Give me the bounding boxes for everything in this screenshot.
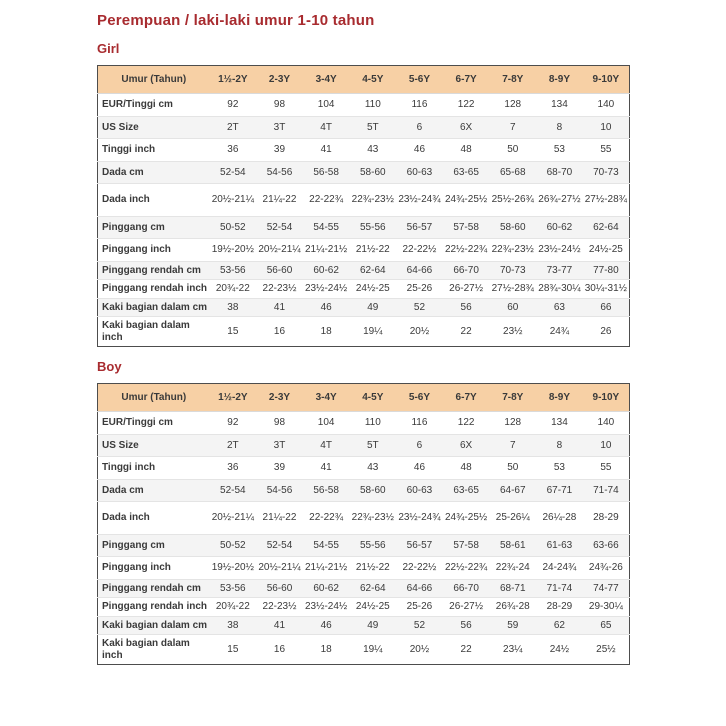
size-cell: 48 xyxy=(443,139,490,162)
size-cell: 116 xyxy=(396,94,443,117)
size-cell: 6 xyxy=(396,116,443,139)
size-cell: 26¾-27½ xyxy=(536,184,583,217)
row-label: Tinggi inch xyxy=(98,457,210,480)
size-cell: 38 xyxy=(210,616,257,635)
row-label: Pinggang inch xyxy=(98,557,210,580)
size-cell: 19½-20½ xyxy=(210,239,257,262)
size-cell: 20½-21¼ xyxy=(210,184,257,217)
row-label: Pinggang inch xyxy=(98,239,210,262)
size-guide-content xyxy=(97,0,630,665)
row-label: Pinggang cm xyxy=(98,534,210,557)
size-cell: 27½-28¾ xyxy=(489,280,536,299)
column-header: 9-10Y xyxy=(583,66,630,94)
size-cell: 56-57 xyxy=(396,216,443,239)
column-header: 2-3Y xyxy=(256,66,303,94)
size-cell: 23½-24½ xyxy=(303,598,350,617)
size-cell: 63-65 xyxy=(443,161,490,184)
size-cell: 21½-22 xyxy=(349,557,396,580)
table-row xyxy=(98,457,630,480)
size-cell: 110 xyxy=(349,94,396,117)
size-cell: 24½ xyxy=(536,635,583,665)
row-label: Kaki bagian dalam cm xyxy=(98,616,210,635)
size-cell: 61-63 xyxy=(536,534,583,557)
size-cell: 24¾-26 xyxy=(583,557,630,580)
size-cell: 54-56 xyxy=(256,161,303,184)
size-cell: 134 xyxy=(536,412,583,435)
size-cell: 56-60 xyxy=(256,579,303,598)
size-cell: 104 xyxy=(303,412,350,435)
row-label: EUR/Tinggi cm xyxy=(98,94,210,117)
size-cell: 24¾ xyxy=(536,317,583,347)
size-cell: 59 xyxy=(489,616,536,635)
size-cell: 26¼-28 xyxy=(536,502,583,535)
size-cell: 4T xyxy=(303,434,350,457)
column-header: 3-4Y xyxy=(303,384,350,412)
size-cell: 68-70 xyxy=(536,161,583,184)
section-label-girl: Girl xyxy=(97,41,120,56)
size-cell: 19¼ xyxy=(349,635,396,665)
size-cell: 22-23½ xyxy=(256,280,303,299)
size-cell: 20¾-22 xyxy=(210,280,257,299)
size-cell: 50-52 xyxy=(210,216,257,239)
size-cell: 22¾-24 xyxy=(489,557,536,580)
age-column-header: Umur (Tahun) xyxy=(98,66,210,94)
size-cell: 20¾-22 xyxy=(210,598,257,617)
row-label: Dada inch xyxy=(98,184,210,217)
size-cell: 66-70 xyxy=(443,261,490,280)
size-cell: 62 xyxy=(536,616,583,635)
size-cell: 53 xyxy=(536,139,583,162)
size-cell: 21¼-21½ xyxy=(303,557,350,580)
size-cell: 20½ xyxy=(396,635,443,665)
table-row xyxy=(98,161,630,184)
size-cell: 49 xyxy=(349,298,396,317)
size-cell: 7 xyxy=(489,116,536,139)
size-cell: 54-56 xyxy=(256,479,303,502)
row-label: Pinggang rendah inch xyxy=(98,598,210,617)
size-cell: 23½ xyxy=(489,317,536,347)
size-cell: 60-62 xyxy=(303,579,350,598)
size-cell: 65 xyxy=(583,616,630,635)
size-cell: 25½-26¾ xyxy=(489,184,536,217)
size-cell: 57-58 xyxy=(443,534,490,557)
section-label-boy: Boy xyxy=(97,359,122,374)
table-header-row xyxy=(98,66,630,94)
size-cell: 27½-28¾ xyxy=(583,184,630,217)
size-cell: 68-71 xyxy=(489,579,536,598)
table-row xyxy=(98,534,630,557)
size-cell: 77-80 xyxy=(583,261,630,280)
table-row xyxy=(98,557,630,580)
size-cell: 8 xyxy=(536,434,583,457)
size-cell: 67-71 xyxy=(536,479,583,502)
size-cell: 20½ xyxy=(396,317,443,347)
size-cell: 50 xyxy=(489,139,536,162)
size-cell: 26 xyxy=(583,317,630,347)
column-header: 4-5Y xyxy=(349,384,396,412)
page-title: Perempuan / laki-laki umur 1-10 tahun xyxy=(97,12,375,29)
size-cell: 52-54 xyxy=(210,161,257,184)
size-cell: 57-58 xyxy=(443,216,490,239)
column-header: 8-9Y xyxy=(536,66,583,94)
size-cell: 52 xyxy=(396,298,443,317)
size-cell: 56-58 xyxy=(303,479,350,502)
size-cell: 55 xyxy=(583,457,630,480)
table-row xyxy=(98,635,630,665)
size-cell: 5T xyxy=(349,116,396,139)
size-cell: 53 xyxy=(536,457,583,480)
size-cell: 10 xyxy=(583,434,630,457)
size-cell: 65-68 xyxy=(489,161,536,184)
row-label: Pinggang rendah cm xyxy=(98,261,210,280)
size-cell: 110 xyxy=(349,412,396,435)
size-cell: 23½-24½ xyxy=(536,239,583,262)
size-cell: 41 xyxy=(303,139,350,162)
column-header: 9-10Y xyxy=(583,384,630,412)
row-label: Kaki bagian dalam inch xyxy=(98,317,210,347)
size-cell: 60-63 xyxy=(396,479,443,502)
table-row xyxy=(98,216,630,239)
column-header: 5-6Y xyxy=(396,66,443,94)
size-cell: 52-54 xyxy=(256,534,303,557)
size-cell: 63-65 xyxy=(443,479,490,502)
size-cell: 70-73 xyxy=(489,261,536,280)
size-cell: 26-27½ xyxy=(443,598,490,617)
girl-size-table xyxy=(97,65,630,347)
size-cell: 74-77 xyxy=(583,579,630,598)
row-label: Kaki bagian dalam cm xyxy=(98,298,210,317)
size-cell: 128 xyxy=(489,412,536,435)
size-cell: 6 xyxy=(396,434,443,457)
size-cell: 23¼ xyxy=(489,635,536,665)
row-label: Tinggi inch xyxy=(98,139,210,162)
size-cell: 25-26¼ xyxy=(489,502,536,535)
size-cell: 49 xyxy=(349,616,396,635)
size-cell: 21¼-22 xyxy=(256,502,303,535)
size-cell: 16 xyxy=(256,317,303,347)
size-cell: 63 xyxy=(536,298,583,317)
column-header: 2-3Y xyxy=(256,384,303,412)
size-cell: 52-54 xyxy=(256,216,303,239)
column-header: 1½-2Y xyxy=(210,384,257,412)
size-cell: 66-70 xyxy=(443,579,490,598)
size-cell: 21¼-22 xyxy=(256,184,303,217)
table-header-row xyxy=(98,384,630,412)
column-header: 1½-2Y xyxy=(210,66,257,94)
size-cell: 56-58 xyxy=(303,161,350,184)
size-cell: 54-55 xyxy=(303,216,350,239)
size-cell: 22-23½ xyxy=(256,598,303,617)
row-label: Kaki bagian dalam inch xyxy=(98,635,210,665)
column-header: 7-8Y xyxy=(489,384,536,412)
size-cell: 41 xyxy=(256,298,303,317)
size-cell: 38 xyxy=(210,298,257,317)
size-cell: 60-62 xyxy=(536,216,583,239)
column-header: 7-8Y xyxy=(489,66,536,94)
size-cell: 25-26 xyxy=(396,598,443,617)
column-header: 6-7Y xyxy=(443,66,490,94)
size-cell: 20½-21¼ xyxy=(210,502,257,535)
size-cell: 55-56 xyxy=(349,216,396,239)
size-cell: 19¼ xyxy=(349,317,396,347)
column-header: 4-5Y xyxy=(349,66,396,94)
size-cell: 64-66 xyxy=(396,261,443,280)
size-cell: 56 xyxy=(443,298,490,317)
size-cell: 10 xyxy=(583,116,630,139)
size-cell: 54-55 xyxy=(303,534,350,557)
size-cell: 24¾-25½ xyxy=(443,184,490,217)
size-cell: 63-66 xyxy=(583,534,630,557)
age-column-header: Umur (Tahun) xyxy=(98,384,210,412)
size-cell: 23½-24¾ xyxy=(396,184,443,217)
size-cell: 41 xyxy=(256,616,303,635)
table-row xyxy=(98,298,630,317)
size-cell: 128 xyxy=(489,94,536,117)
size-cell: 98 xyxy=(256,94,303,117)
table-row xyxy=(98,116,630,139)
size-cell: 104 xyxy=(303,94,350,117)
size-cell: 26¾-28 xyxy=(489,598,536,617)
table-row xyxy=(98,616,630,635)
size-cell: 24½-25 xyxy=(583,239,630,262)
size-cell: 98 xyxy=(256,412,303,435)
size-cell: 22¾-23½ xyxy=(489,239,536,262)
size-cell: 5T xyxy=(349,434,396,457)
size-cell: 15 xyxy=(210,635,257,665)
size-cell: 30¼-31½ xyxy=(583,280,630,299)
size-cell: 23½-24½ xyxy=(303,280,350,299)
table-row xyxy=(98,184,630,217)
size-cell: 71-74 xyxy=(583,479,630,502)
table-row xyxy=(98,479,630,502)
table-row xyxy=(98,94,630,117)
size-cell: 24¾-25½ xyxy=(443,502,490,535)
size-cell: 18 xyxy=(303,635,350,665)
size-cell: 60-62 xyxy=(303,261,350,280)
size-cell: 25-26 xyxy=(396,280,443,299)
row-label: Dada inch xyxy=(98,502,210,535)
size-cell: 92 xyxy=(210,412,257,435)
column-header: 3-4Y xyxy=(303,66,350,94)
size-cell: 22¾-23½ xyxy=(349,502,396,535)
size-cell: 122 xyxy=(443,94,490,117)
row-label: EUR/Tinggi cm xyxy=(98,412,210,435)
size-cell: 28-29 xyxy=(583,502,630,535)
size-cell: 29-30¼ xyxy=(583,598,630,617)
table-row xyxy=(98,280,630,299)
size-cell: 22-22½ xyxy=(396,239,443,262)
size-cell: 22½-22¾ xyxy=(443,239,490,262)
table-row xyxy=(98,261,630,280)
size-cell: 62-64 xyxy=(583,216,630,239)
table-row xyxy=(98,502,630,535)
size-cell: 22 xyxy=(443,317,490,347)
size-cell: 53-56 xyxy=(210,261,257,280)
row-label: Dada cm xyxy=(98,161,210,184)
size-cell: 58-60 xyxy=(349,161,396,184)
size-cell: 21½-22 xyxy=(349,239,396,262)
size-cell: 8 xyxy=(536,116,583,139)
size-cell: 19½-20½ xyxy=(210,557,257,580)
row-label: Pinggang cm xyxy=(98,216,210,239)
size-cell: 26-27½ xyxy=(443,280,490,299)
row-label: Pinggang rendah inch xyxy=(98,280,210,299)
column-header: 8-9Y xyxy=(536,384,583,412)
size-cell: 22½-22¾ xyxy=(443,557,490,580)
table-row xyxy=(98,434,630,457)
size-cell: 24-24¾ xyxy=(536,557,583,580)
row-label: Dada cm xyxy=(98,479,210,502)
size-cell: 23½-24¾ xyxy=(396,502,443,535)
size-cell: 73-77 xyxy=(536,261,583,280)
size-cell: 60-63 xyxy=(396,161,443,184)
size-cell: 46 xyxy=(303,616,350,635)
size-cell: 66 xyxy=(583,298,630,317)
size-cell: 58-60 xyxy=(349,479,396,502)
size-cell: 92 xyxy=(210,94,257,117)
size-cell: 4T xyxy=(303,116,350,139)
size-cell: 28-29 xyxy=(536,598,583,617)
row-label: US Size xyxy=(98,434,210,457)
size-cell: 116 xyxy=(396,412,443,435)
size-cell: 20½-21¼ xyxy=(256,557,303,580)
size-cell: 16 xyxy=(256,635,303,665)
table-row xyxy=(98,139,630,162)
size-cell: 41 xyxy=(303,457,350,480)
size-cell: 46 xyxy=(396,139,443,162)
size-cell: 46 xyxy=(396,457,443,480)
size-cell: 43 xyxy=(349,139,396,162)
size-cell: 39 xyxy=(256,139,303,162)
size-cell: 56-57 xyxy=(396,534,443,557)
size-cell: 15 xyxy=(210,317,257,347)
size-cell: 58-61 xyxy=(489,534,536,557)
size-cell: 58-60 xyxy=(489,216,536,239)
size-cell: 140 xyxy=(583,94,630,117)
size-cell: 22-22¾ xyxy=(303,184,350,217)
size-cell: 60 xyxy=(489,298,536,317)
table-row xyxy=(98,598,630,617)
size-cell: 22-22¾ xyxy=(303,502,350,535)
size-cell: 24½-25 xyxy=(349,598,396,617)
size-cell: 50 xyxy=(489,457,536,480)
boy-size-table xyxy=(97,383,630,665)
size-cell: 25½ xyxy=(583,635,630,665)
size-cell: 53-56 xyxy=(210,579,257,598)
size-cell: 28¾-30¼ xyxy=(536,280,583,299)
size-cell: 64-67 xyxy=(489,479,536,502)
table-row xyxy=(98,239,630,262)
size-cell: 62-64 xyxy=(349,261,396,280)
size-cell: 48 xyxy=(443,457,490,480)
row-label: Pinggang rendah cm xyxy=(98,579,210,598)
size-cell: 36 xyxy=(210,139,257,162)
size-cell: 22-22½ xyxy=(396,557,443,580)
size-cell: 134 xyxy=(536,94,583,117)
size-cell: 2T xyxy=(210,116,257,139)
size-cell: 2T xyxy=(210,434,257,457)
size-cell: 6X xyxy=(443,434,490,457)
size-cell: 39 xyxy=(256,457,303,480)
size-cell: 56-60 xyxy=(256,261,303,280)
size-cell: 52-54 xyxy=(210,479,257,502)
size-cell: 62-64 xyxy=(349,579,396,598)
size-cell: 36 xyxy=(210,457,257,480)
size-cell: 3T xyxy=(256,116,303,139)
size-cell: 140 xyxy=(583,412,630,435)
size-cell: 71-74 xyxy=(536,579,583,598)
size-cell: 3T xyxy=(256,434,303,457)
size-cell: 24½-25 xyxy=(349,280,396,299)
size-cell: 52 xyxy=(396,616,443,635)
size-cell: 55 xyxy=(583,139,630,162)
column-header: 5-6Y xyxy=(396,384,443,412)
size-cell: 55-56 xyxy=(349,534,396,557)
size-cell: 46 xyxy=(303,298,350,317)
table-row xyxy=(98,579,630,598)
size-cell: 70-73 xyxy=(583,161,630,184)
size-cell: 43 xyxy=(349,457,396,480)
size-cell: 56 xyxy=(443,616,490,635)
table-row xyxy=(98,317,630,347)
size-cell: 22 xyxy=(443,635,490,665)
table-row xyxy=(98,412,630,435)
size-cell: 20½-21¼ xyxy=(256,239,303,262)
size-cell: 7 xyxy=(489,434,536,457)
size-cell: 18 xyxy=(303,317,350,347)
column-header: 6-7Y xyxy=(443,384,490,412)
size-cell: 6X xyxy=(443,116,490,139)
size-cell: 122 xyxy=(443,412,490,435)
size-cell: 64-66 xyxy=(396,579,443,598)
size-cell: 50-52 xyxy=(210,534,257,557)
size-cell: 21¼-21½ xyxy=(303,239,350,262)
size-cell: 22¾-23½ xyxy=(349,184,396,217)
row-label: US Size xyxy=(98,116,210,139)
